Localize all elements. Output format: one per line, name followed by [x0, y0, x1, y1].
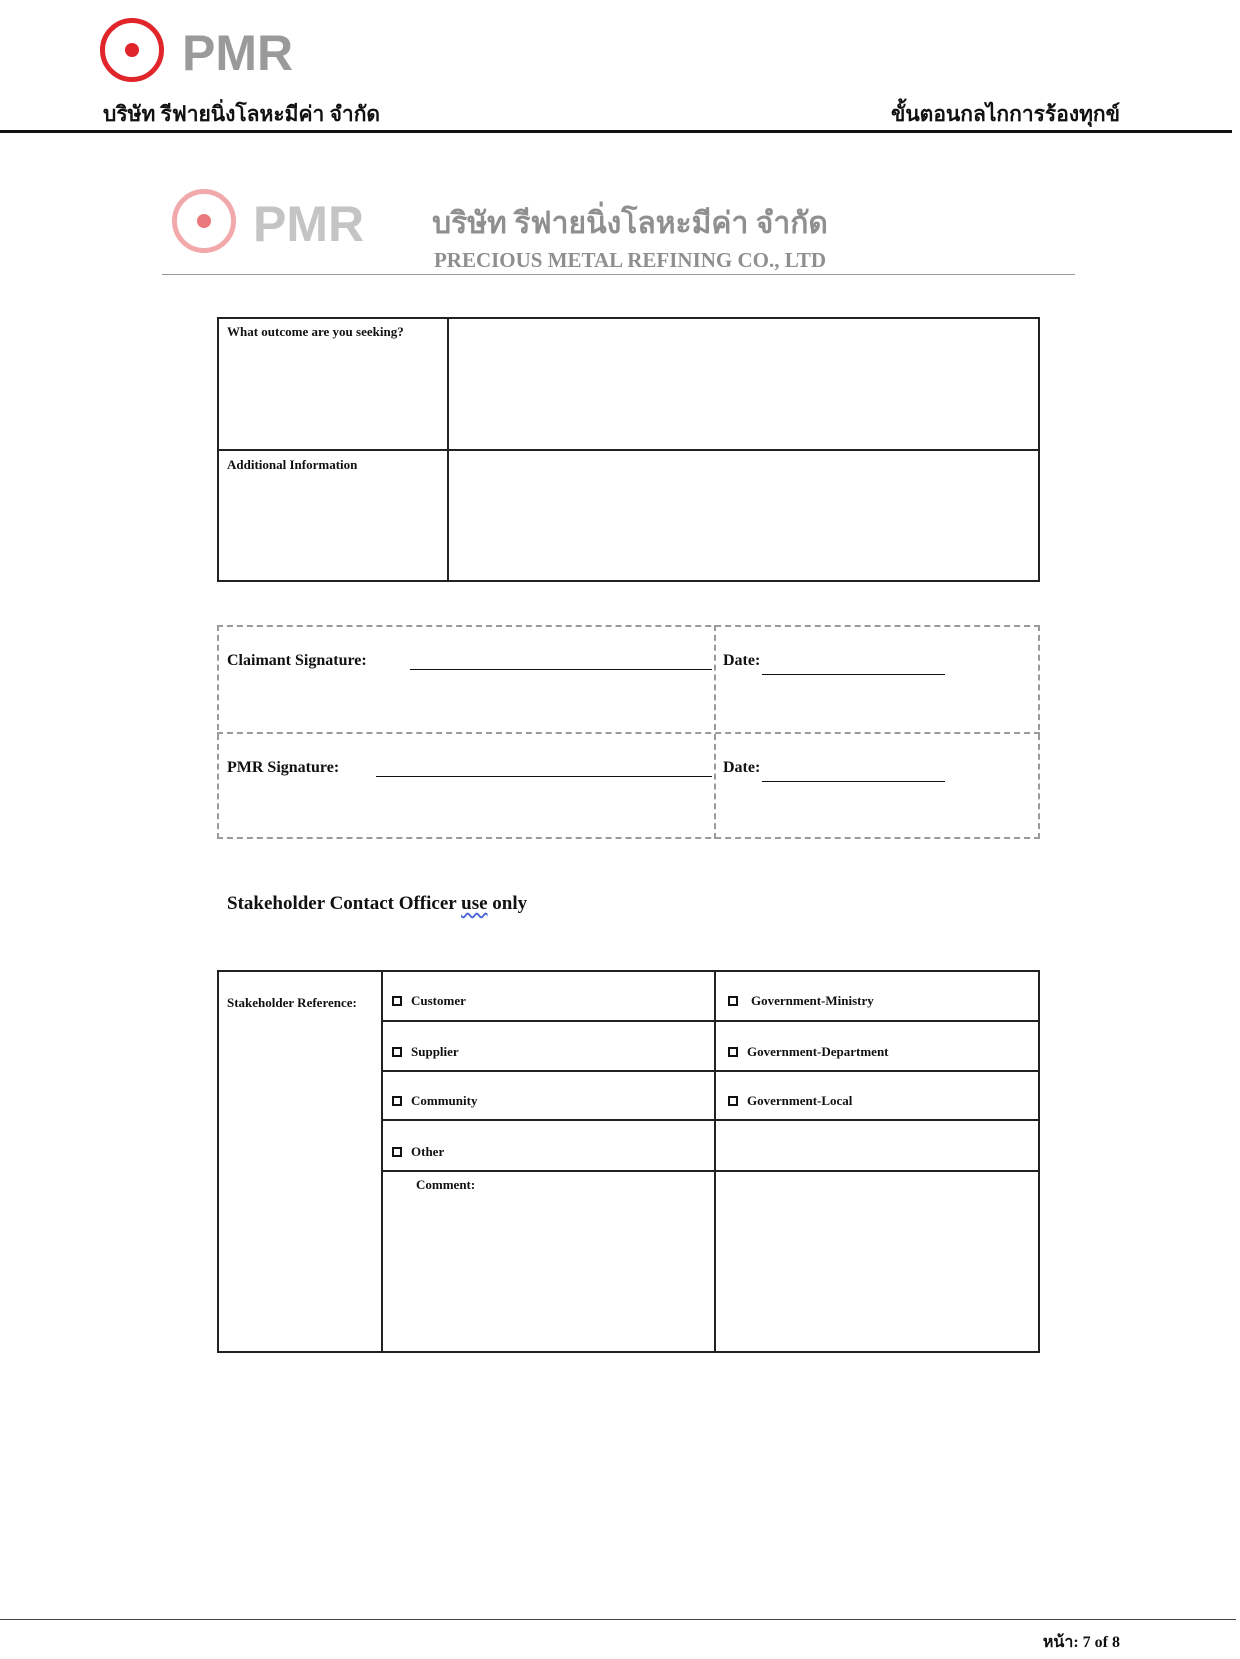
stakeholder-row-divider-3 [381, 1119, 1040, 1121]
stakeholder-row-divider-1 [381, 1020, 1040, 1022]
checkbox-icon [392, 996, 402, 1006]
option-customer[interactable] [392, 993, 466, 1009]
footer-rule [0, 1619, 1236, 1620]
checkbox-icon [728, 1096, 738, 1106]
stakeholder-col-divider-2 [714, 970, 716, 1353]
letterhead-company-en: PRECIOUS METAL REFINING CO., LTD [433, 248, 827, 272]
option-label: Other [411, 1144, 445, 1159]
signature-border-divider [714, 625, 716, 839]
pmr-date-line[interactable] [762, 781, 945, 782]
signature-border-bottom [217, 837, 1040, 839]
pmr-date-label: Date: [723, 759, 761, 776]
option-label: Supplier [411, 1044, 459, 1059]
outcome-value-field[interactable] [450, 320, 1037, 448]
stakeholder-col-divider-1 [381, 970, 383, 1353]
claimant-date-label: Date: [723, 652, 761, 669]
header-rule [0, 130, 1232, 133]
comment-field[interactable] [384, 1196, 712, 1350]
stakeholder-row-divider-2 [381, 1070, 1040, 1072]
signature-border-left [217, 625, 219, 839]
checkbox-icon [392, 1047, 402, 1057]
officer-heading-text: Stakeholder Contact Officer [227, 893, 462, 914]
outcome-label: What outcome are you seeking? [227, 324, 404, 339]
checkbox-icon [392, 1096, 402, 1106]
option-other[interactable] [392, 1144, 444, 1160]
option-supplier[interactable] [392, 1044, 459, 1060]
additional-info-label: Additional Information [227, 457, 358, 472]
letterhead-brand: PMR [253, 196, 365, 252]
officer-heading-tail: only [487, 893, 528, 914]
comment-label: Comment: [416, 1177, 476, 1192]
pmr-logo-dot-icon [125, 43, 139, 57]
option-label: Government-Ministry [751, 993, 874, 1008]
pmr-signature-line[interactable] [376, 776, 712, 777]
signature-border-top [217, 625, 1040, 627]
signature-border-middle [217, 732, 1040, 734]
header-company-thai: บริษัท รีฟายนิ่งโลหะมีค่า จำกัด [103, 102, 381, 126]
stakeholder-row-divider-4 [381, 1170, 1040, 1172]
checkbox-icon [728, 996, 738, 1006]
claimant-date-line[interactable] [762, 674, 945, 675]
checkbox-icon [392, 1147, 402, 1157]
option-government-ministry[interactable] [728, 993, 874, 1009]
option-label: Community [411, 1093, 478, 1108]
header-doc-title: ขั้นตอนกลไกการร้องทุกข์ [890, 102, 1120, 126]
claimant-signature-label: Claimant Signature: [227, 652, 367, 669]
page-number: หน้า: 7 of 8 [1042, 1634, 1120, 1651]
letterhead-logo-dot-icon [197, 214, 211, 228]
option-label: Customer [411, 993, 466, 1008]
option-government-department[interactable] [728, 1044, 889, 1060]
pmr-signature-label: PMR Signature: [227, 759, 340, 776]
officer-heading-use: use [461, 893, 488, 914]
letterhead-company-thai: บริษัท รีฟายนิ่งโลหะมีค่า จำกัด [432, 207, 828, 240]
letterhead-rule [162, 274, 1075, 275]
option-government-local[interactable] [728, 1093, 852, 1109]
option-label: Government-Local [747, 1093, 853, 1108]
checkbox-icon [728, 1047, 738, 1057]
header-brand: PMR [182, 25, 294, 81]
officer-section-heading [227, 893, 527, 915]
claimant-signature-line[interactable] [410, 669, 712, 670]
signature-border-right [1038, 625, 1040, 839]
option-community[interactable] [392, 1093, 477, 1109]
option-label: Government-Department [747, 1044, 889, 1059]
outcome-table-row-divider [217, 449, 1040, 451]
additional-info-value-field[interactable] [450, 452, 1037, 580]
stakeholder-reference-label: Stakeholder Reference: [227, 995, 357, 1010]
